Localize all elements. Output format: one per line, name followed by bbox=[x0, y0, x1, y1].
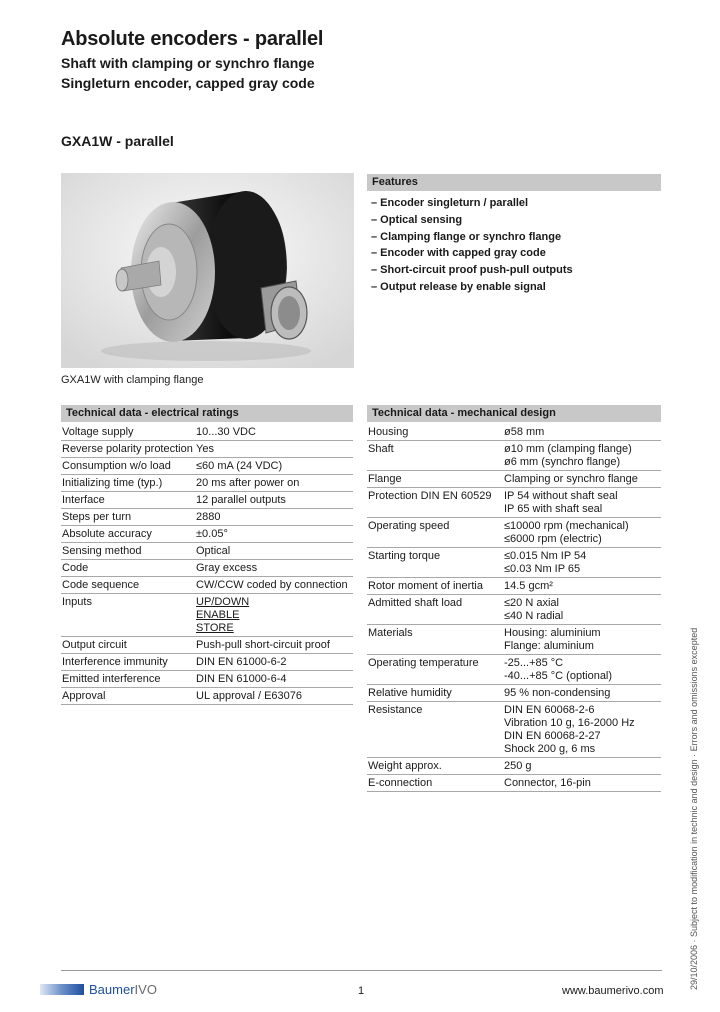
row-value-line: Flange: aluminium bbox=[504, 640, 594, 652]
row-value bbox=[504, 426, 661, 439]
row-label: Interface bbox=[62, 494, 105, 506]
mechanical-table bbox=[367, 424, 661, 792]
table-row bbox=[61, 492, 353, 509]
table-row bbox=[367, 424, 661, 441]
page-subtitle: Shaft with clamping or synchro flange bbox=[61, 55, 315, 71]
row-value bbox=[196, 673, 353, 686]
table-row bbox=[61, 688, 353, 705]
row-value bbox=[504, 704, 661, 756]
table-row bbox=[367, 625, 661, 655]
page-subtitle-2: Singleturn encoder, capped gray code bbox=[61, 75, 315, 91]
features-heading: Features bbox=[367, 174, 661, 191]
page-number: 1 bbox=[358, 985, 365, 997]
row-value-line: STORE bbox=[196, 622, 234, 634]
table-row bbox=[367, 685, 661, 702]
row-value-line: Yes bbox=[196, 443, 214, 455]
features-list bbox=[371, 196, 573, 297]
table-row bbox=[61, 543, 353, 560]
row-value-line: IP 65 with shaft seal bbox=[504, 503, 603, 515]
table-row bbox=[61, 637, 353, 654]
table-row bbox=[367, 488, 661, 518]
table-row bbox=[367, 441, 661, 471]
row-value-line: 20 ms after power on bbox=[196, 477, 300, 489]
row-label: Sensing method bbox=[62, 545, 142, 557]
row-label: Consumption w/o load bbox=[62, 460, 171, 472]
row-label: Interference immunity bbox=[62, 656, 168, 668]
list-item: – Short-circuit proof push-pull outputs bbox=[371, 264, 573, 277]
table-row bbox=[61, 654, 353, 671]
table-row bbox=[61, 594, 353, 637]
row-label: E-connection bbox=[368, 777, 433, 789]
row-label: Code bbox=[62, 562, 89, 574]
row-value-line: ≤40 N radial bbox=[504, 610, 564, 622]
list-item: – Output release by enable signal bbox=[371, 280, 546, 293]
footer-divider bbox=[61, 970, 662, 971]
table-row bbox=[367, 578, 661, 595]
row-label: Operating speed bbox=[368, 520, 450, 532]
row-value-line: Optical bbox=[196, 545, 231, 557]
row-label: Shaft bbox=[368, 443, 394, 455]
row-label: Operating temperature bbox=[368, 657, 479, 669]
row-value-line: -25...+85 °C bbox=[504, 657, 564, 669]
row-value-line: Shock 200 g, 6 ms bbox=[504, 743, 596, 755]
row-value-line: Push-pull short-circuit proof bbox=[196, 639, 330, 651]
row-label: Protection DIN EN 60529 bbox=[368, 490, 492, 502]
row-value-line: 12 parallel outputs bbox=[196, 494, 286, 506]
row-value bbox=[196, 426, 353, 439]
table-row bbox=[61, 526, 353, 543]
row-label: Relative humidity bbox=[368, 687, 452, 699]
row-label: Output circuit bbox=[62, 639, 127, 651]
table-row bbox=[367, 758, 661, 775]
row-value-line: UL approval / E63076 bbox=[196, 690, 302, 702]
row-value-line: ø10 mm (clamping flange) bbox=[504, 443, 632, 455]
row-value-line: 10...30 VDC bbox=[196, 426, 256, 438]
table-row bbox=[61, 441, 353, 458]
brand-logo bbox=[89, 982, 157, 997]
row-value bbox=[196, 443, 353, 456]
row-label: Inputs bbox=[62, 596, 92, 608]
row-label: Emitted interference bbox=[62, 673, 161, 685]
row-value-line: ø6 mm (synchro flange) bbox=[504, 456, 621, 468]
row-value bbox=[196, 545, 353, 558]
row-label: Housing bbox=[368, 426, 409, 438]
brand-logo-bar bbox=[40, 984, 84, 995]
row-value bbox=[504, 443, 661, 469]
row-value bbox=[504, 657, 661, 683]
row-label: Reverse polarity protection bbox=[62, 443, 193, 455]
table-row bbox=[367, 702, 661, 758]
row-label: Materials bbox=[368, 627, 413, 639]
table-row bbox=[367, 518, 661, 548]
row-value-line: 2880 bbox=[196, 511, 221, 523]
row-label: Starting torque bbox=[368, 550, 441, 562]
row-label: Initializing time (typ.) bbox=[62, 477, 163, 489]
brand-main: Baumer bbox=[89, 982, 135, 997]
row-value-line: Vibration 10 g, 16-2000 Hz bbox=[504, 717, 635, 729]
table-row bbox=[367, 775, 661, 792]
row-value bbox=[196, 528, 353, 541]
row-value-line: ±0.05° bbox=[196, 528, 228, 540]
row-value bbox=[196, 562, 353, 575]
table-row bbox=[367, 548, 661, 578]
row-value-line: DIN EN 60068-2-27 bbox=[504, 730, 601, 742]
row-label: Approval bbox=[62, 690, 106, 702]
row-value bbox=[196, 460, 353, 473]
row-value-line: CW/CCW coded by connection bbox=[196, 579, 348, 591]
row-value bbox=[504, 687, 661, 700]
row-value-line: IP 54 without shaft seal bbox=[504, 490, 618, 502]
table-row bbox=[61, 577, 353, 594]
table-row bbox=[367, 471, 661, 488]
row-value bbox=[504, 490, 661, 516]
row-label: Code sequence bbox=[62, 579, 140, 591]
row-value bbox=[196, 690, 353, 703]
row-value-line: ≤0.03 Nm IP 65 bbox=[504, 563, 581, 575]
table-row bbox=[61, 671, 353, 688]
table-row bbox=[367, 655, 661, 685]
row-label: Flange bbox=[368, 473, 402, 485]
row-value bbox=[504, 580, 661, 593]
row-value bbox=[196, 477, 353, 490]
row-label: Absolute accuracy bbox=[62, 528, 152, 540]
photo-caption: GXA1W with clamping flange bbox=[61, 374, 204, 386]
row-label: Voltage supply bbox=[62, 426, 134, 438]
row-value-line: ENABLE bbox=[196, 609, 240, 621]
row-value-line: Gray excess bbox=[196, 562, 258, 574]
row-value bbox=[504, 597, 661, 623]
row-value-line: DIN EN 61000-6-2 bbox=[196, 656, 287, 668]
row-value bbox=[504, 520, 661, 546]
model-heading: GXA1W - parallel bbox=[61, 133, 174, 149]
table-row bbox=[61, 424, 353, 441]
list-item: – Encoder singleturn / parallel bbox=[371, 197, 529, 209]
row-label: Steps per turn bbox=[62, 511, 132, 523]
row-value bbox=[196, 579, 353, 592]
table-row bbox=[61, 509, 353, 526]
row-value bbox=[196, 656, 353, 669]
row-value bbox=[196, 494, 353, 507]
list-item: – Optical sensing bbox=[371, 213, 463, 226]
row-value bbox=[504, 473, 661, 486]
row-value-line: DIN EN 61000-6-4 bbox=[196, 673, 287, 685]
website-link[interactable]: www.baumerivo.com bbox=[562, 985, 664, 997]
row-value-line: Clamping or synchro flange bbox=[504, 473, 638, 485]
row-value bbox=[504, 550, 661, 576]
row-value bbox=[504, 777, 661, 790]
row-value bbox=[504, 627, 661, 653]
row-value-line: -40...+85 °C (optional) bbox=[504, 670, 613, 682]
row-value-line: ≤6000 rpm (electric) bbox=[504, 533, 602, 545]
row-value bbox=[196, 511, 353, 524]
row-value bbox=[196, 596, 353, 635]
row-value-line: Housing: aluminium bbox=[504, 627, 601, 639]
table-row bbox=[61, 475, 353, 492]
table-row bbox=[61, 458, 353, 475]
side-note: 29/10/2006 · Subject to modification in technic and design · Errors and omissions excepted bbox=[689, 627, 699, 990]
table-row bbox=[61, 560, 353, 577]
row-label: Rotor moment of inertia bbox=[368, 580, 483, 592]
row-value-line: ≤20 N axial bbox=[504, 597, 559, 609]
row-value bbox=[504, 760, 661, 773]
page-title: Absolute encoders - parallel bbox=[61, 28, 324, 50]
product-photo bbox=[61, 173, 354, 368]
row-value-line: ≤10000 rpm (mechanical) bbox=[504, 520, 629, 532]
mechanical-heading: Technical data - mechanical design bbox=[367, 405, 661, 422]
row-value-line: 95 % non-condensing bbox=[504, 687, 611, 699]
row-value-line: UP/DOWN bbox=[196, 596, 250, 608]
list-item: – Clamping flange or synchro flange bbox=[371, 230, 562, 243]
table-row bbox=[367, 595, 661, 625]
electrical-heading: Technical data - electrical ratings bbox=[61, 405, 353, 422]
list-item: – Encoder with capped gray code bbox=[371, 247, 546, 260]
row-label: Resistance bbox=[368, 704, 423, 716]
electrical-table bbox=[61, 424, 353, 705]
row-value-line: ø58 mm bbox=[504, 426, 545, 438]
row-value-line: 14.5 gcm² bbox=[504, 580, 553, 592]
row-value-line: DIN EN 60068-2-6 bbox=[504, 704, 595, 716]
row-value-line: ≤0.015 Nm IP 54 bbox=[504, 550, 587, 562]
row-label: Admitted shaft load bbox=[368, 597, 463, 609]
row-value-line: ≤60 mA (24 VDC) bbox=[196, 460, 283, 472]
row-label: Weight approx. bbox=[368, 760, 442, 772]
brand-sub: IVO bbox=[134, 982, 157, 997]
row-value-line: 250 g bbox=[504, 760, 532, 772]
row-value-line: Connector, 16-pin bbox=[504, 777, 591, 789]
row-value bbox=[196, 639, 353, 652]
